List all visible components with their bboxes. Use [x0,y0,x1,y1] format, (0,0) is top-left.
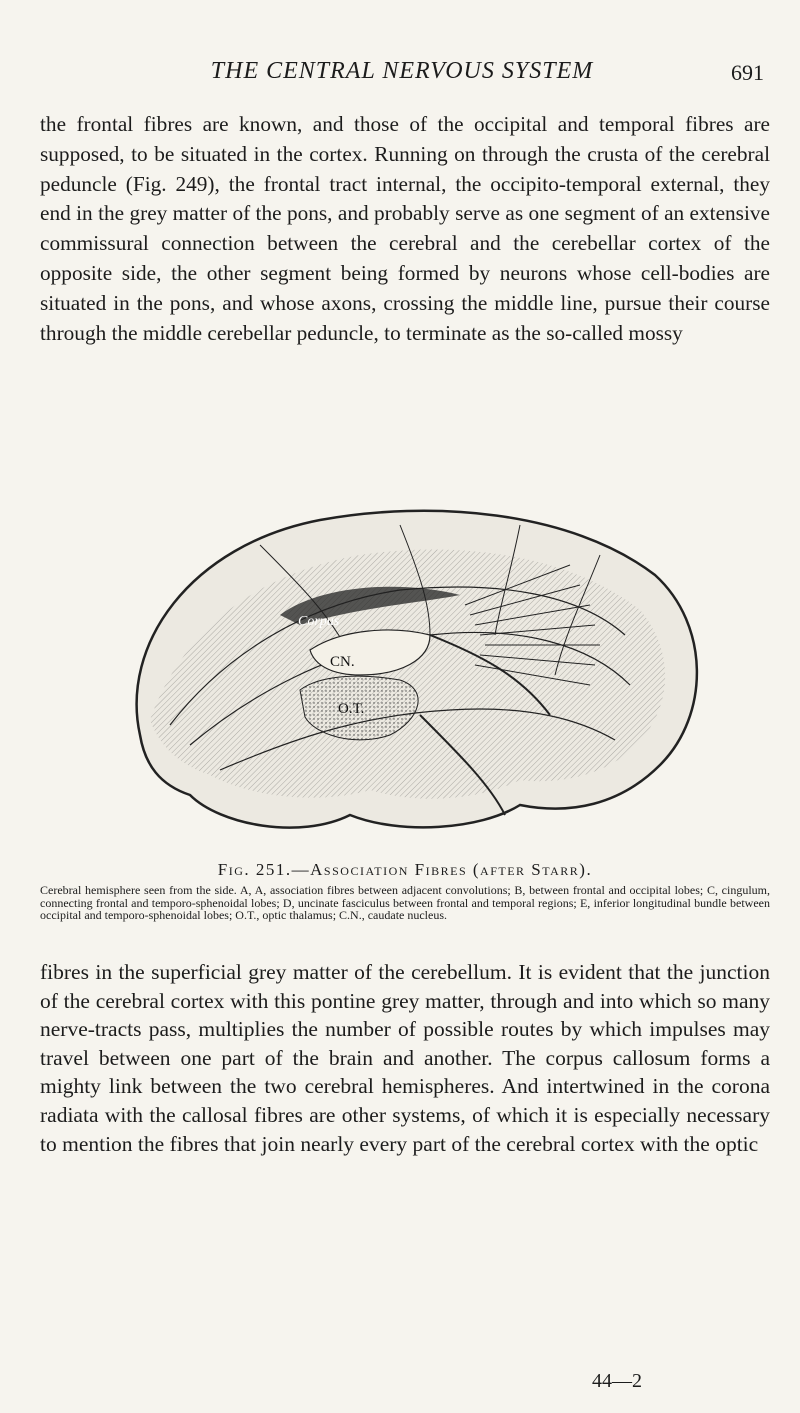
figure-caption-title: Fig. 251.—Association Fibres (after Starr). [217,860,593,879]
brain-outline [137,511,697,828]
paragraph-2: fibres in the superficial grey matter of the cerebellum. It is evident that the junction of the cerebral cortex with this pontine grey matter, through and into which so many nerve-tracts pass, multiplies the number of possible routes by which impulses may travel between one part of the brain and another. The corpus callosum forms a mighty link between the two cerebral hemispheres. And intertwined in the corona radiata with the callosal fibres are other systems, of which it is especially necessary to mention the fibres that join nearly every part of the cerebral cortex with the optic [40,960,770,1156]
association-fibres-figure [100,485,716,845]
page-number: 691 [731,60,764,85]
signature-mark: 44—2 [592,1370,642,1392]
label-cn: CN. [330,654,355,670]
page-header [40,58,764,98]
running-head: THE CENTRAL NERVOUS SYSTEM [210,58,594,84]
figure-caption-body: Cerebral hemisphere seen from the side. A, A, association fibres between adjacent convolutions; B, between frontal and occipital lobes; C, cingulum, connecting frontal and temporo-sphenoidal lobes; D, uncinate fasciculus between frontal and temporal regions; E, inferior longitudinal bundle between occipital and temporo-sphenoidal lobes; O.T., optic thalamus; C.N., caudate nucleus. [40,883,770,922]
label-corpus: Corpus [298,614,340,629]
label-ot: O.T. [338,701,365,717]
paragraph-1: the frontal fibres are known, and those of the occipital and temporal fibres are supposed, to be situated in the cortex. Running on through the crusta of the cerebral peduncle (Fig. 249), the frontal tract internal, the occipito-temporal external, they end in the grey matter of the pons, and probably serve as one segment of an extensive commissural connection between the cerebral and the cerebellar cortex of the opposite side, the other segment being formed by neurons whose cell-bodies are situated in the pons, and whose axons, crossing the middle line, pursue their course through the middle cerebellar peduncle, to terminate as the so-called mossy [40,112,770,345]
